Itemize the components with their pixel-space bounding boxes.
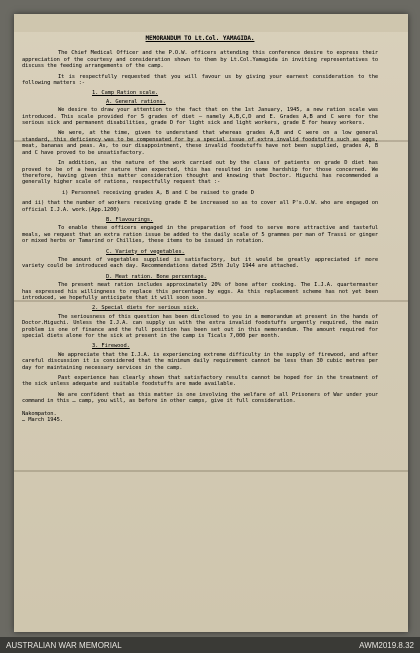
section-1a-heading: A. General rations. <box>106 98 166 105</box>
section-3-heading: 3. Firewood. <box>92 343 130 350</box>
closing-paragraph-2: We are confident that as this matter is one involving the welfare of all Prisoners of War under your command in this … camp, you will, as before in other camps, give it full consideration. <box>22 391 378 405</box>
request-item-i: i) Personnel receiving grades A, B and C be raised to grade D <box>62 189 254 196</box>
section-2-paragraph: The seriousness of this question has been disclosed to you in a memorandum at present in the hands of Doctor.Higuchi. Unless the I.J.A. can supply us with the extra invalid foodstuffs urgently required, the main problem is one of finance and the full position has been set out in this memorandum. The amount required for special diets alone for the sick at present in the camp is Ticals 7,000 per month. <box>22 313 378 340</box>
memo-title: MEMORANDUM TO Lt.Col. YAMAGIDA. <box>145 35 255 42</box>
closing-paragraph-1: Past experience has clearly shown that satisfactory results cannot be hoped for in the treatment of the sick unless adequate and suitable foodstuffs are made available. <box>22 375 378 388</box>
section-1a-paragraph-3: In addition, as the nature of the work carried out by the class of patients on grade D diet has proved to be of a heavier nature than expected, this has resulted in some hardship for those concerned. We therefore, having given this matter consideration thought and knowing that Doctor. Higuchi has recommended a generally higher scale of rations, respectfully request that :- <box>22 160 378 186</box>
section-1-heading: 1. Camp Ration scale. <box>92 90 159 97</box>
date-line: … March 1945. <box>22 417 63 424</box>
archive-reference: AWM2019.8.32 <box>359 640 414 650</box>
archive-footer <box>0 637 420 653</box>
section-3-paragraph: We appreciate that the I.J.A. is experiencing extreme difficulty in the supply of firewood, and after careful discussion it is considered that the minimum daily requirement cannot be less than 30 cubic metres per day for maintaining necessary services in the camp. <box>22 351 378 371</box>
section-1d-paragraph: The present meat ration includes approximately 20% of bone after cooking. The I.J.A. quartermaster has expressed his willingness to replace this percentage by eggs. As this replacement scheme has not yet been introduced, we hopefully anticipate that it will soon soon. <box>22 282 378 301</box>
archive-name: AUSTRALIAN WAR MEMORIAL <box>6 640 122 650</box>
request-item-ii: and ii) that the number of workers receiving grade E be increased so as to cover all P's.O.W. who are engaged on official I.J.A. work.(App.1200) <box>22 200 378 213</box>
request-paragraph: It is respectfully requested that you will favour us by giving your earnest consideration to the following matters :- <box>22 73 378 87</box>
section-1d-heading: D. Meat ration. Bone percentage. <box>106 273 207 280</box>
section-1c-heading: C. Variety of vegetables. <box>106 248 185 255</box>
section-2-heading: 2. Special diets for serious sick. <box>92 305 199 312</box>
place-line: Nakompaton. <box>22 410 57 417</box>
section-1b-heading: B. Flavourings. <box>106 216 154 223</box>
section-1b-paragraph: To enable these officers engaged in the preparation of food to serve more attractive and tasteful meals, we request that an extra ration issue be added to the daily scale of 5 grammes per man of Trassi or ginger or mixed herbs or Tamarind or Chillies, these items to be issued in rotation. <box>22 225 378 245</box>
section-1c-paragraph: The amount of vegetables supplied is satisfactory, but it would be greatly appreciated if more variety could be introduced each day. Recommendations dated 25th July 1944 are attached. <box>22 256 378 270</box>
section-1a-paragraph-2: We were, at the time, given to understand that whereas grades A,B and C were on a low general standard, this deficiency was to be compensated for by a special issue of extra invalid foodstuffs such as eggs, meat, bananas and peas. As, to our disappointment, these invalid foodstuffs have not been supplied, grades A, B and C have proved to be unsatisfactory. <box>22 130 378 156</box>
memo-body <box>22 30 378 424</box>
section-1a-paragraph-1: We desire to draw your attention to the fact that on the 1st January, 1945, a new ration scale was introduced. This scale provided for 5 grades of diet – namely A,B,C,D and E. Grades A,B and C were for the serious sick and permanent disabilities, grade D for light sick and light workers, grade E for heavy workers. <box>22 107 378 127</box>
intro-paragraph: The Chief Medical Officer and the P.O.W. officers attending this conference desire to express their appreciation of the courtesy and consideration shown to them by Lt.Col.Yamagida in inviting representatives to discuss the feeding arrangements of the camp. <box>22 50 378 70</box>
fold-line <box>14 470 408 472</box>
